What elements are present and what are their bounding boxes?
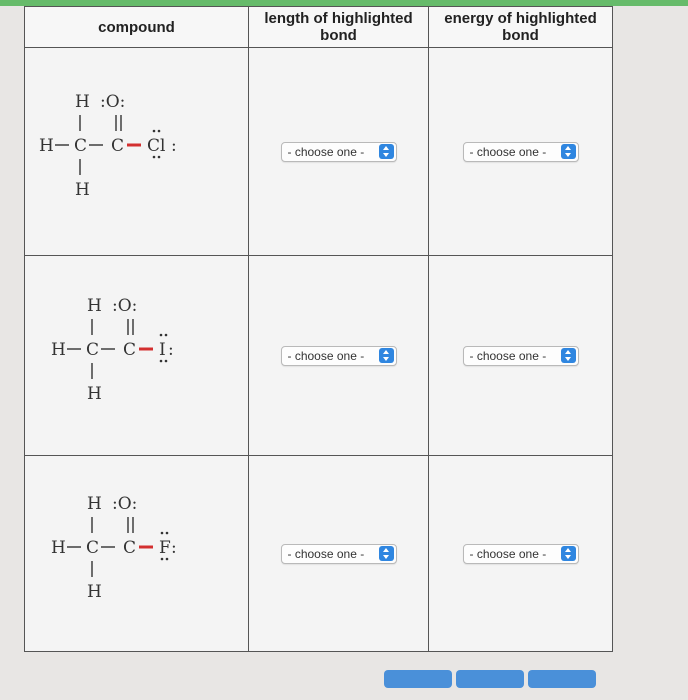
table-header-row [25,7,613,48]
atom-o-top: :O: [111,295,137,316]
table-row [25,256,613,456]
length-cell [249,256,429,456]
select-value: - choose one - [287,348,365,363]
table-row [25,48,613,256]
select-value: - choose one - [287,144,365,159]
energy-cell [429,256,613,456]
structure-acetyl-chloride [37,87,237,217]
bond-energy-select[interactable] [463,346,579,366]
compound-cell [25,48,249,256]
bond-comparison-table [24,6,613,652]
select-chevron-icon [561,144,576,159]
select-chevron-icon [379,348,394,363]
atom-halogen: I [158,339,166,360]
header-compound: compound [25,7,249,48]
select-value: - choose one - [287,546,365,561]
atom-c2: C [122,537,136,558]
bond-length-select[interactable] [281,544,397,564]
length-cell [249,456,429,652]
energy-cell [429,456,613,652]
lone-pair-colon: : [167,339,174,360]
structure-acetyl-fluoride [37,489,237,619]
header-bond-energy: energy of highlighted bond [429,7,613,48]
atom-h-left: H [50,537,66,558]
atom-c1: C [85,339,99,360]
action-button[interactable] [456,670,524,688]
atom-o-top: :O: [111,493,137,514]
lone-pair-colon: : [170,537,177,558]
atom-c1: C [73,135,87,156]
length-cell [249,48,429,256]
atom-halogen: Cl [146,135,165,156]
select-value: - choose one - [469,546,547,561]
atom-h-top: H [86,493,102,514]
bond-energy-select[interactable] [463,544,579,564]
atom-h-left: H [50,339,66,360]
atom-h-left: H [38,135,54,156]
select-chevron-icon [561,546,576,561]
atom-c2: C [110,135,124,156]
atom-h-top: H [74,91,90,112]
atom-h-bottom: H [86,383,102,404]
energy-cell [429,48,613,256]
atom-c2: C [122,339,136,360]
lone-pair-colon: : [170,135,177,156]
atom-halogen: F [158,537,171,558]
select-chevron-icon [379,546,394,561]
select-chevron-icon [561,348,576,363]
compound-cell [25,456,249,652]
action-button[interactable] [528,670,596,688]
table-row [25,456,613,652]
bond-length-select[interactable] [281,142,397,162]
atom-h-bottom: H [74,179,90,200]
atom-h-bottom: H [86,581,102,602]
structure-acetyl-iodide [37,291,237,421]
header-bond-length: length of highlighted bond [249,7,429,48]
select-value: - choose one - [469,348,547,363]
compound-cell [25,256,249,456]
select-chevron-icon [379,144,394,159]
atom-c1: C [85,537,99,558]
select-value: - choose one - [469,144,547,159]
bond-energy-select[interactable] [463,142,579,162]
question-table-panel [24,6,612,652]
atom-h-top: H [86,295,102,316]
bond-length-select[interactable] [281,346,397,366]
atom-o-top: :O: [99,91,125,112]
action-button[interactable] [384,670,452,688]
